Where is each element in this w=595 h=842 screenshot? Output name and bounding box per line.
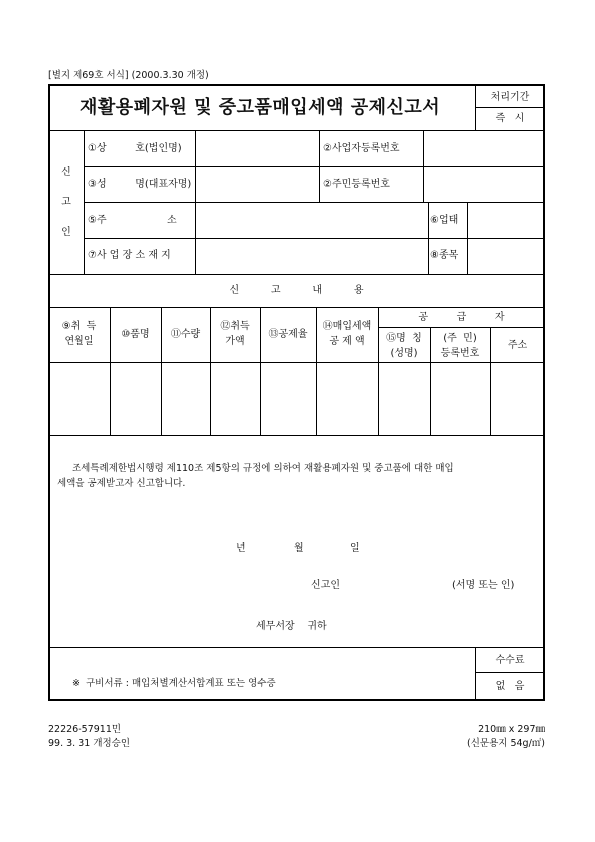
approval-date: 99. 3. 31 개정승인 <box>48 738 131 749</box>
paper-type: (신문용지 54g/㎡) <box>467 738 545 749</box>
col-supplier-name-line2: (성명) <box>390 348 418 359</box>
col-deduction-rate: ⑬공제율 <box>268 329 308 340</box>
field-label-business-location: ⑦사 업 장 소 재 지 <box>88 250 171 261</box>
field-label-business-item: ⑧종목 <box>430 250 459 261</box>
field-business-type[interactable] <box>468 203 544 237</box>
processing-period-value: 즉 시 <box>495 113 525 124</box>
field-company-name[interactable] <box>196 131 318 165</box>
applicant-section-label-3: 인 <box>61 227 71 238</box>
declaration-text-line2: 세액을 공제받고자 신고합니다. <box>57 478 186 489</box>
report-section-title: 신 고 내 용 <box>229 285 364 296</box>
field-representative[interactable] <box>196 167 318 201</box>
col-supplier-address: 주소 <box>507 340 528 351</box>
field-business-item[interactable] <box>468 239 544 273</box>
field-label-company-name: ①상 호(법인명) <box>88 143 182 154</box>
col-input-tax-deduction-line1: ⑭매입세액 <box>322 321 372 332</box>
fee-label: 수수료 <box>495 655 525 666</box>
form-title: 재활용폐자원 및 중고품매입세액 공제신고서 <box>80 97 441 118</box>
report-data-row[interactable] <box>49 363 544 434</box>
date-month-label: 월 <box>294 543 304 554</box>
applicant-section-label-1: 신 <box>61 167 71 178</box>
field-label-business-type: ⑥업태 <box>430 215 459 226</box>
col-acquisition-date-line2: 연월일 <box>64 336 94 347</box>
declaration-text-line1: 조세특례제한법시행령 제110조 제5항의 규정에 의하여 재활용폐자원 및 중고품에 대한 매입 <box>72 463 454 474</box>
field-resident-reg-no[interactable] <box>424 167 544 201</box>
col-quantity: ⑪수량 <box>170 329 201 340</box>
field-address[interactable] <box>196 203 427 237</box>
field-label-resident-reg-no: ②주민등록번호 <box>323 179 390 190</box>
applicant-signature-field[interactable] <box>345 575 450 593</box>
col-supplier-reg-no-line2: 등록번호 <box>440 348 480 359</box>
required-documents-note: ※ 구비서류 : 매입처별계산서합계표 또는 영수증 <box>72 678 276 689</box>
supplier-group-header: 공 급 자 <box>418 312 505 323</box>
form-header-note: [별지 제69호 서식] (2000.3.30 개정) <box>48 70 209 81</box>
date-day-label: 일 <box>350 543 360 554</box>
date-year-label: 년 <box>236 543 246 554</box>
addressee-text: 세무서장 귀하 <box>256 621 327 632</box>
field-label-address: ⑤주 소 <box>88 215 177 226</box>
paper-size: 210㎜ x 297㎜ <box>478 724 545 735</box>
col-acquisition-price-line1: ⑫취득 <box>220 321 250 332</box>
col-supplier-name-line1: ⑮명 칭 <box>386 333 422 344</box>
col-acquisition-date-line1: ⑨취 득 <box>61 321 97 332</box>
field-business-location[interactable] <box>196 239 427 273</box>
form-code: 22226-57911민 <box>48 724 122 735</box>
col-item-name: ⑩품명 <box>121 329 150 340</box>
field-label-representative: ③성 명(대표자명) <box>88 179 192 190</box>
field-label-business-reg-no: ②사업자등록번호 <box>323 143 400 154</box>
applicant-signature-label: 신고인 <box>311 580 340 591</box>
processing-period-label: 처리기간 <box>490 92 530 103</box>
applicant-section-label-2: 고 <box>61 197 71 208</box>
sign-or-seal-label: (서명 또는 인) <box>452 580 515 591</box>
col-supplier-reg-no-line1: (주 민) <box>443 333 477 344</box>
field-business-reg-no[interactable] <box>424 131 544 165</box>
col-acquisition-price-line2: 가액 <box>225 336 245 347</box>
col-input-tax-deduction-line2: 공 제 액 <box>329 336 365 347</box>
fee-value: 없 음 <box>495 681 525 692</box>
